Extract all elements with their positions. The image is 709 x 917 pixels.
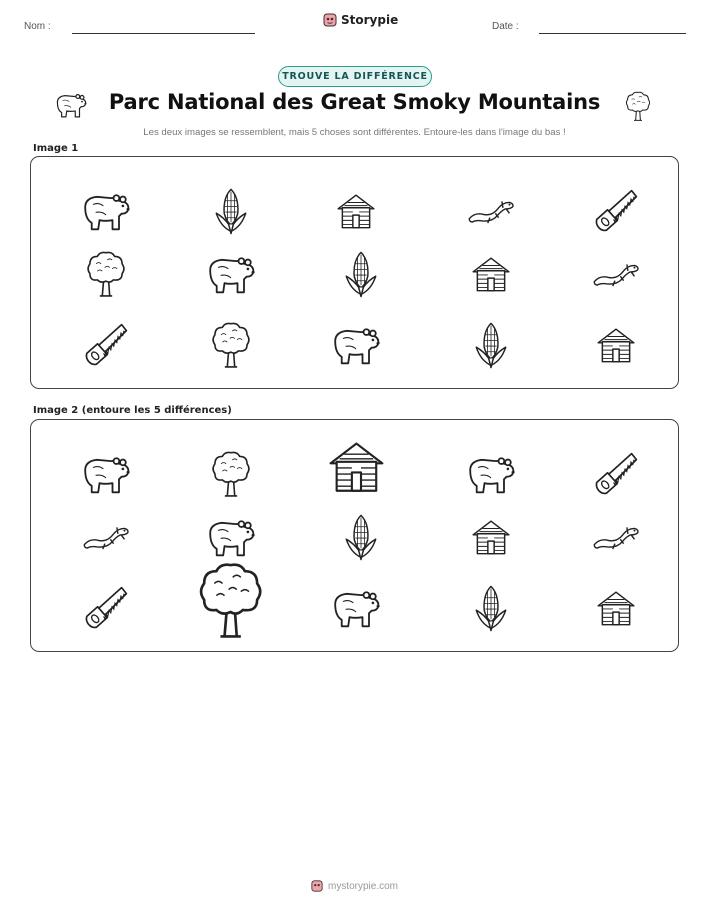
image2-corn-icon[interactable] [461,580,521,636]
image1-label: Image 1 [33,143,79,154]
footer-url: mystorypie.com [327,880,398,892]
image2-saw-icon[interactable] [586,446,646,502]
image1-bear-icon[interactable] [201,246,261,302]
image1-lizard-icon[interactable] [461,183,521,239]
image2-lizard-icon[interactable] [586,509,646,565]
date-line [539,33,686,34]
image1-corn-icon[interactable] [461,317,521,373]
image1-cabin-icon[interactable] [326,183,386,239]
image2-tree-icon[interactable] [201,446,261,502]
storypie-logo-icon [323,13,337,27]
title-tree-icon [624,90,652,127]
footer [0,880,709,892]
image2-bear-icon[interactable] [201,509,261,565]
image1-cabin-icon[interactable] [461,246,521,302]
image1-saw-icon[interactable] [76,317,136,373]
image1-tree-icon[interactable] [76,246,136,302]
image2-tree-icon[interactable] [201,572,261,628]
image2-lizard-icon[interactable] [76,509,136,565]
page-title: Parc National des Great Smoky Mountains [108,90,601,114]
image2-label: Image 2 (entoure les 5 différences) [33,405,232,416]
image2-cabin-icon[interactable] [326,438,386,494]
date-label: Date : [492,21,519,32]
image1-corn-icon[interactable] [201,183,261,239]
name-line [72,33,255,34]
image2-cabin-icon[interactable] [461,509,521,565]
brand [323,13,398,27]
image1-cabin-icon[interactable] [586,317,646,373]
storypie-footer-icon [311,880,323,892]
image2-bear-icon[interactable] [461,446,521,502]
instructions: Les deux images se ressemblent, mais 5 choses sont différentes. Entoure-les dans l'image du bas ! [143,127,566,138]
image1-tree-icon[interactable] [201,317,261,373]
image2-saw-icon[interactable] [76,580,136,636]
image1-saw-icon[interactable] [586,183,646,239]
image1-corn-icon[interactable] [331,246,391,302]
image1-lizard-icon[interactable] [586,246,646,302]
image2-panel [30,419,679,652]
image2-cabin-icon[interactable] [586,580,646,636]
image2-bear-icon[interactable] [76,446,136,502]
activity-badge: TROUVE LA DIFFÉRENCE [278,66,432,87]
image2-corn-icon[interactable] [331,509,391,565]
image1-bear-icon[interactable] [76,183,136,239]
image1-panel [30,156,679,389]
image2-bear-icon[interactable] [326,580,386,636]
brand-name: Storypie [341,13,399,27]
name-label: Nom : [24,21,51,32]
image1-bear-icon[interactable] [326,317,386,373]
